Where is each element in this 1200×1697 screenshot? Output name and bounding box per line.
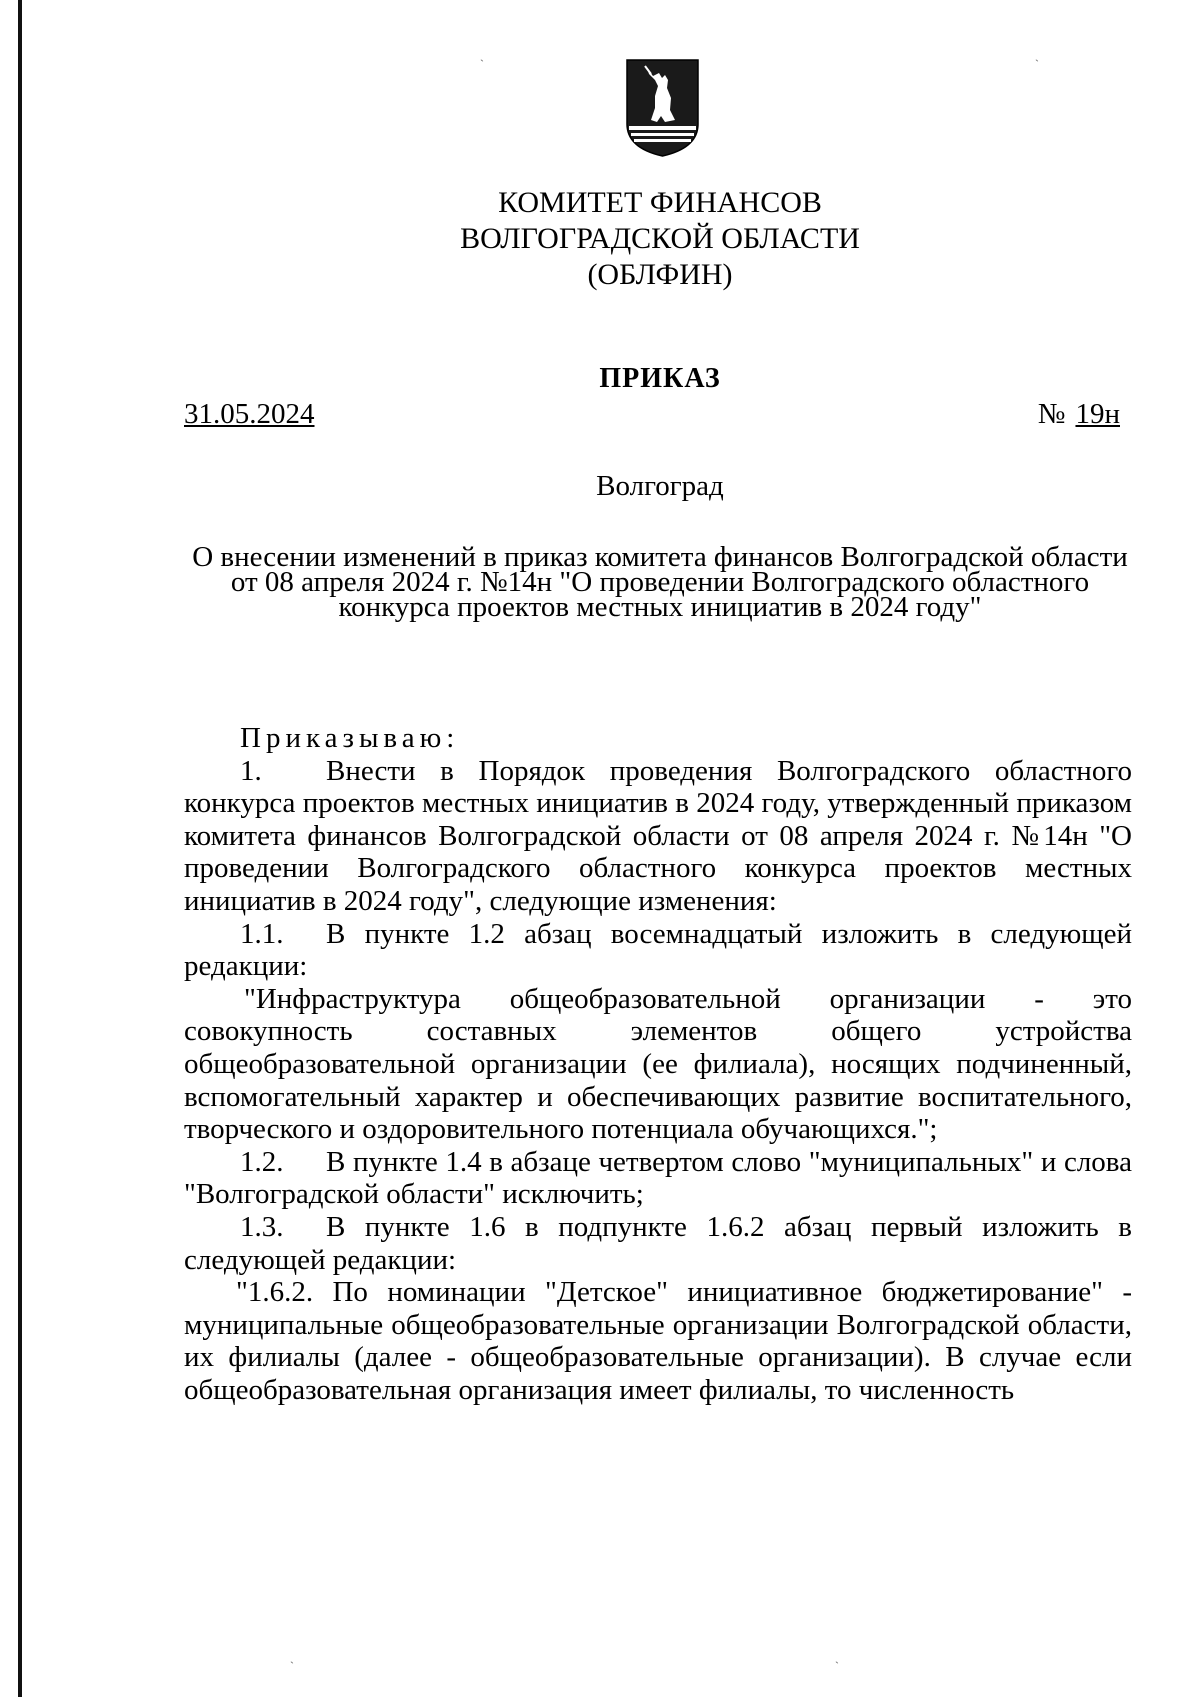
paragraph-1-1 [184, 918, 1132, 983]
document-date: 31.05.2024 [184, 398, 315, 430]
paragraph-text: В пункте 1.6 в подпункте 1.6.2 абзац первый изложить в следующей редакции: [184, 1210, 1132, 1276]
organization-header [300, 185, 1020, 293]
org-name-line-2: ВОЛГОГРАДСКОЙ ОБЛАСТИ [460, 222, 860, 255]
paragraph-text: Внести в Порядок проведения Волгоградского областного конкурса проектов местных инициатив в 2024 году, утвержденный приказом комитета финансов Волгоградской области от 08 апреля 2024 г. №14н "О проведении Волгоградского областного конкурса проектов местных инициатив в 2024 году", следующие изменения: [184, 754, 1132, 917]
document-number [1038, 398, 1120, 431]
number-sign: № [1037, 398, 1066, 430]
paragraph-number: 1.2. [240, 1145, 284, 1178]
document-body [184, 722, 1132, 1406]
number-value: 19н [1075, 398, 1120, 430]
document-city: Волгоград [596, 470, 724, 502]
subject-line-3: конкурса проектов местных инициатив в 2024 году" [338, 591, 982, 623]
subject-line-2: от 08 апреля 2024 г. №14н "О проведении Волгоградского областного [230, 566, 1090, 598]
org-name-line-1: КОМИТЕТ ФИНАНСОВ [498, 186, 822, 219]
coat-of-arms-icon [625, 58, 700, 158]
scan-border-line [18, 0, 22, 1697]
paragraph-number: 1. [240, 754, 262, 787]
scan-artifact: ˏ [480, 48, 484, 62]
paragraph-number: 1.1. [240, 917, 284, 950]
paragraph-number: 1.3. [240, 1210, 284, 1243]
document-subject [150, 541, 1170, 623]
paragraph-1-3-quote: "1.6.2. По номинации "Детское" инициативное бюджетирование" - муниципальные общеобразовательные организации Волгоградской области, их филиалы (далее - общеобразовательные организации). В случае если общеобразовательная организация имеет филиалы, то численность [184, 1276, 1132, 1406]
subject-line-1: О внесении изменений в приказ комитета финансов Волгоградской области [192, 541, 1128, 573]
paragraph-1 [184, 755, 1132, 918]
scan-artifact: ˏ [290, 1650, 294, 1664]
order-word: Приказываю: [240, 722, 460, 754]
paragraph-text: В пункте 1.4 в абзаце четвертом слово "муниципальных" и слова "Волгоградской области" исключить; [184, 1145, 1132, 1211]
scan-artifact: ˏ [1035, 48, 1039, 62]
org-name-line-3: (ОБЛФИН) [587, 258, 733, 291]
paragraph-text: В пункте 1.2 абзац восемнадцатый изложить в следующей редакции: [184, 917, 1132, 983]
paragraph-1-2 [184, 1146, 1132, 1211]
scan-artifact: ˏ [835, 1650, 839, 1664]
paragraph-1-1-quote: "Инфраструктура общеобразовательной организации - это совокупность составных элементов общего устройства общеобразовательной организации (ее филиала), носящих подчиненный, вспомогательный характер и обеспечивающих развитие воспитательного, творческого и оздоровительного потенциала обучающихся."; [184, 982, 1132, 1146]
paragraph-1-3 [184, 1211, 1132, 1276]
document-type-title: ПРИКАЗ [599, 363, 721, 394]
